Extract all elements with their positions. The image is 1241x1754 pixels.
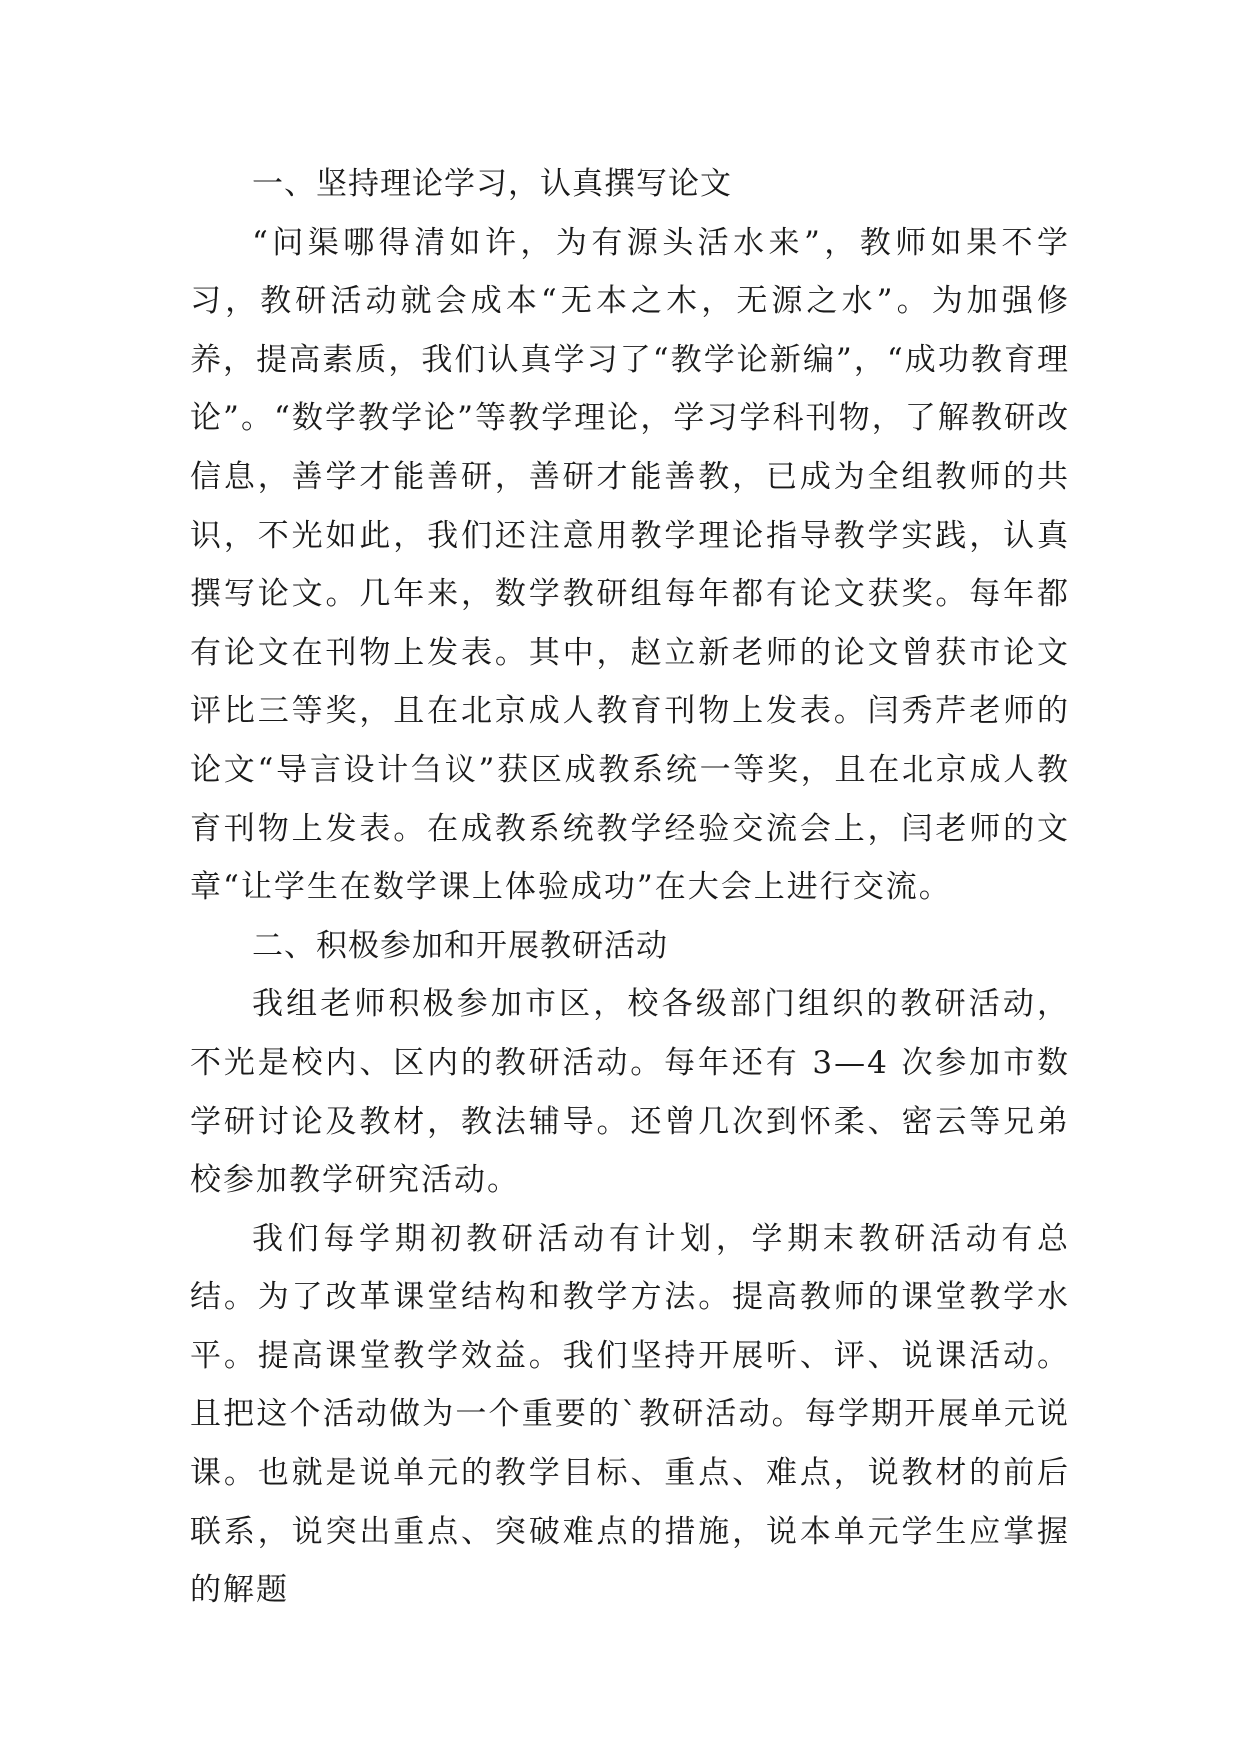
document-body (190, 155, 1070, 1620)
section-2-paragraph-2: 我们每学期初教研活动有计划，学期末教研活动有总结。为了改革课堂结构和教学方法。提高教师的课堂教学水平。提高课堂教学效益。我们坚持开展听、评、说课活动。且把这个活动做为一个重要的`教研活动。每学期开展单元说课。也就是说单元的教学目标、重点、难点，说教材的前后联系，说突出重点、突破难点的措施，说本单元学生应掌握的解题 (190, 1220, 1070, 1609)
section-heading-1: 一、坚持理论学习，认真撰写论文 (252, 166, 732, 202)
section-2-paragraph-1: 我组老师积极参加市区，校各级部门组织的教研活动，不光是校内、区内的教研活动。每年还有 3—4 次参加市数学研讨论及教材，教法辅导。还曾几次到怀柔、密云等兄弟校参加教学研究活动。 (190, 986, 1070, 1199)
section-heading-2: 二、积极参加和开展教研活动 (252, 927, 668, 964)
section-1-paragraph: “问渠哪得清如许，为有源头活水来”，教师如果不学习，教研活动就会成本“无本之木，无源之水”。为加强修养，提高素质，我们认真学习了“教学论新编”，“成功教育理论”。“数学教学论”等教学理论，学习学科刊物，了解教研改信息，善学才能善研，善研才能善教，已成为全组教师的共识，不光如此，我们还注意用教学理论指导教学实践，认真撰写论文。几年来，数学教研组每年都有论文获奖。每年都有论文在刊物上发表。其中，赵立新老师的论文曾获市论文评比三等奖，且在北京成人教育刊物上发表。闫秀芹老师的论文“导言设计刍议”获区成教系统一等奖，且在北京成人教育刊物上发表。在成教系统教学经验交流会上，闫老师的文章“让学生在数学课上体验成功”在大会上进行交流。 (190, 224, 1070, 906)
